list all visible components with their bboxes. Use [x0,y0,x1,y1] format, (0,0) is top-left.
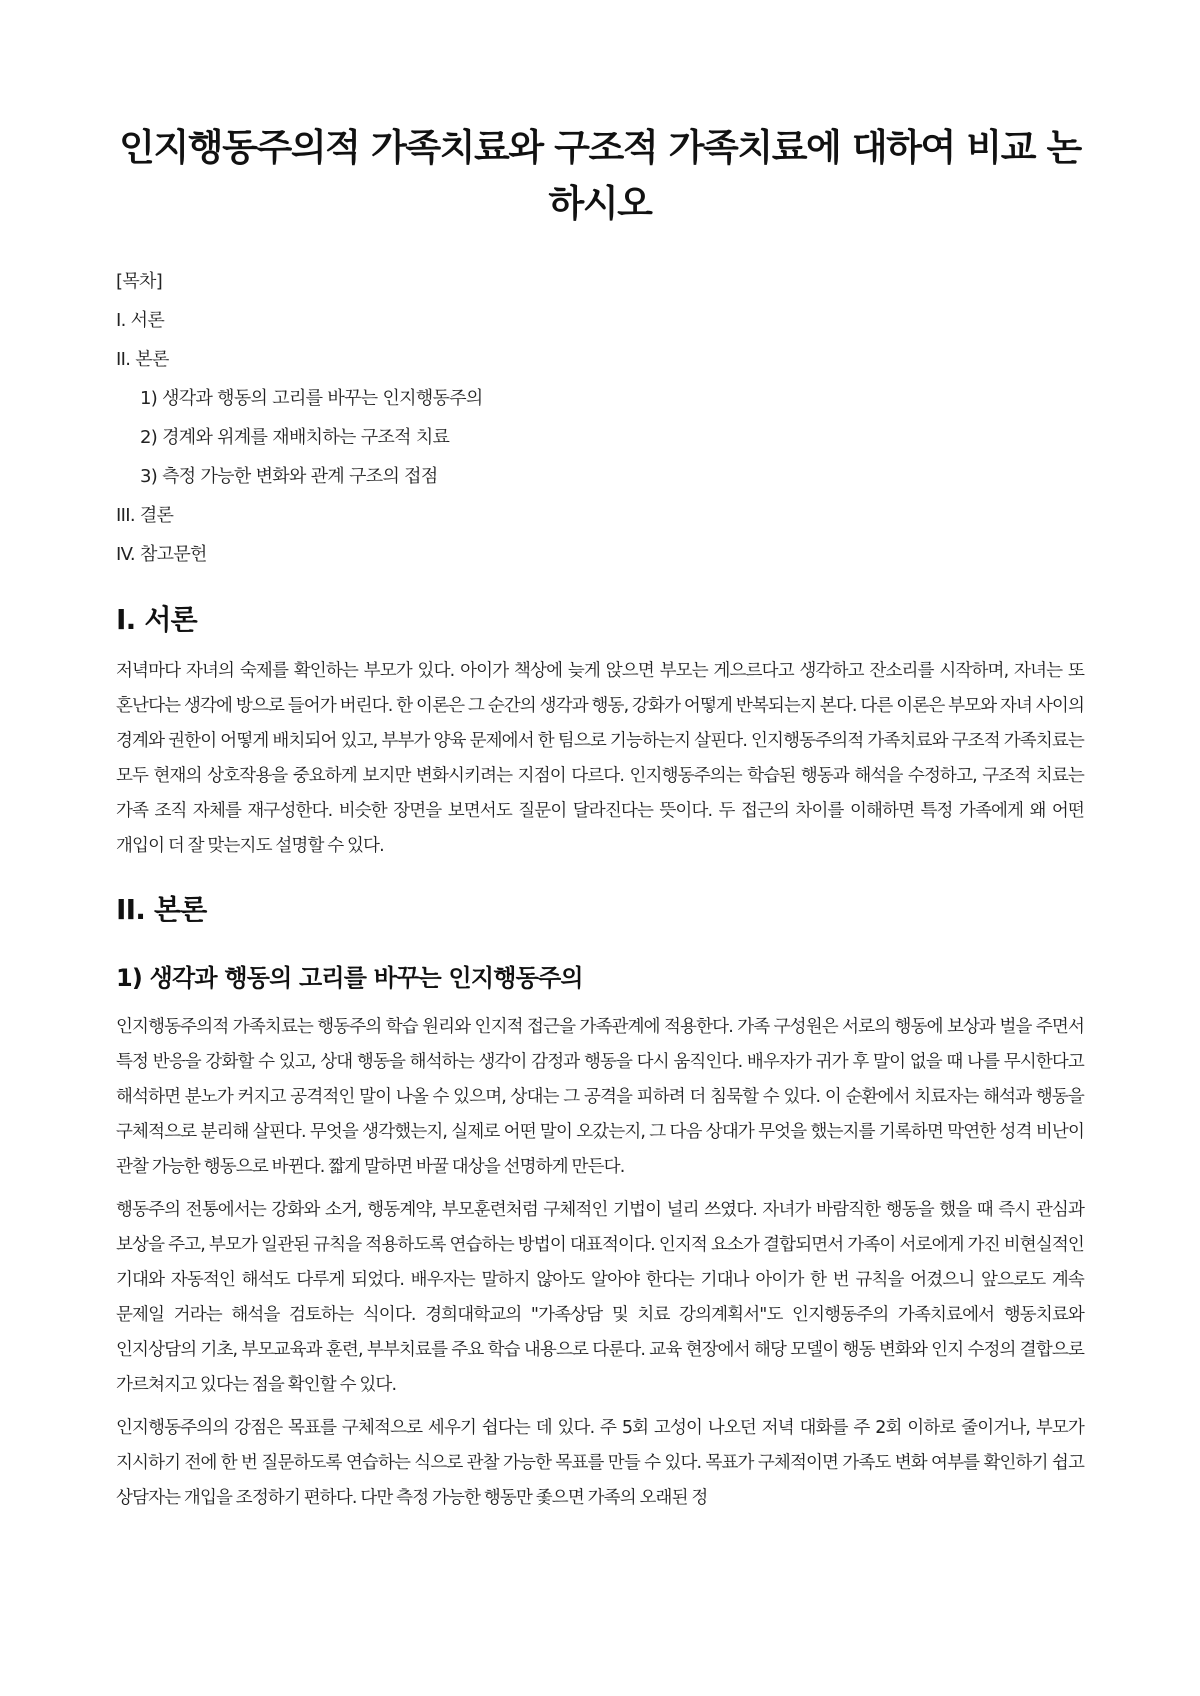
toc-item-body-2: 2) 경계와 위계를 재배치하는 구조적 치료 [140,427,450,448]
body-paragraph-1: 인지행동주의적 가족치료는 행동주의 학습 원리와 인지적 접근을 가족관계에 적용한다. 가족 구성원은 서로의 행동에 보상과 벌을 주면서 특정 반응을 강화할 수 있고, 상대 행동을 해석하는 생각이 감정과 행동을 다시 움직인다. 배우자가 귀가 후 말이 없을 때 나를 무시한다고 해석하면 분노가 커지고 공격적인 말이 나올 수 있으며, 상대는 그 공격을 피하려 더 침묵할 수 있다. 이 순환에서 치료자는 해석과 행동을 구체적으로 분리해 살핀다. 무엇을 생각했는지, 실제로 어떤 말이 오갔는지, 그 다음 상대가 무엇을 했는지를 기록하면 막연한 성격 비난이 관찰 가능한 행동으로 바뀐다. 짧게 말하면 바꿀 대상을 선명하게 만든다. [116,1017,1084,1177]
toc-item-body-1: 1) 생각과 행동의 고리를 바꾸는 인지행동주의 [140,388,483,409]
intro-paragraph: 저녁마다 자녀의 숙제를 확인하는 부모가 있다. 아이가 책상에 늦게 앉으면 부모는 게으르다고 생각하고 잔소리를 시작하며, 자녀는 또 혼난다는 생각에 방으로 들어가 버린다. 한 이론은 그 순간의 생각과 행동, 강화가 어떻게 반복되는지 본다. 다른 이론은 부모와 자녀 사이의 경계와 권한이 어떻게 배치되어 있고, 부부가 양육 문제에서 한 팀으로 기능하는지 살핀다. 인지행동주의적 가족치료와 구조적 가족치료는 모두 현재의 상호작용을 중요하게 보지만 변화시키려는 지점이 다르다. 인지행동주의는 학습된 행동과 해석을 수정하고, 구조적 치료는 가족 조직 자체를 재구성한다. 비슷한 장면을 보면서도 질문이 달라진다는 뜻이다. 두 접근의 차이를 이해하면 특정 가족에게 왜 어떤 개입이 더 잘 맞는지도 설명할 수 있다. [116,661,1084,856]
toc-item-references: IV. 참고문헌 [116,544,207,565]
toc-item-intro: I. 서론 [116,310,165,331]
document-title: 인지행동주의적 가족치료와 구조적 가족치료에 대하여 비교 논하시오 [119,126,1081,225]
section-heading-body: II. 본론 [116,893,207,926]
toc-item-body: II. 본론 [116,349,169,370]
toc-item-conclusion: III. 결론 [116,505,174,526]
body-paragraph-2: 행동주의 전통에서는 강화와 소거, 행동계약, 부모훈련처럼 구체적인 기법이 널리 쓰였다. 자녀가 바람직한 행동을 했을 때 즉시 관심과 보상을 주고, 부모가 일관된 규칙을 적용하도록 연습하는 방법이 대표적이다. 인지적 요소가 결합되면서 가족이 서로에게 가진 비현실적인 기대와 자동적인 해석도 다루게 되었다. 배우자는 말하지 않아도 알아야 한다는 기대나 아이가 한 번 규칙을 어겼으니 앞으로도 계속 문제일 거라는 해석을 검토하는 식이다. 경희대학교의 "가족상담 및 치료 강의계획서"도 인지행동주의 가족치료에서 행동치료와 인지상담의 기초, 부모교육과 훈련, 부부치료를 주요 학습 내용으로 다룬다. 교육 현장에서 해당 모델이 행동 변화와 인지 수정의 결합으로 가르쳐지고 있다는 점을 확인할 수 있다. [116,1200,1084,1395]
toc-item-body-3: 3) 측정 가능한 변화와 관계 구조의 접점 [140,466,438,487]
body-paragraph-3: 인지행동주의의 강점은 목표를 구체적으로 세우기 쉽다는 데 있다. 주 5회 고성이 나오던 저녁 대화를 주 2회 이하로 줄이거나, 부모가 지시하기 전에 한 번 질문하도록 연습하는 식으로 관찰 가능한 목표를 만들 수 있다. 목표가 구체적이면 가족도 변화 여부를 확인하기 쉽고 상담자는 개입을 조정하기 편하다. 다만 측정 가능한 행동만 좇으면 가족의 오래된 정 [116,1418,1084,1508]
table-of-contents [116,262,1084,574]
subsection-heading-cbt: 1) 생각과 행동의 고리를 바꾸는 인지행동주의 [116,964,583,992]
toc-heading: [목차] [116,271,163,292]
section-heading-intro: I. 서론 [116,603,197,636]
